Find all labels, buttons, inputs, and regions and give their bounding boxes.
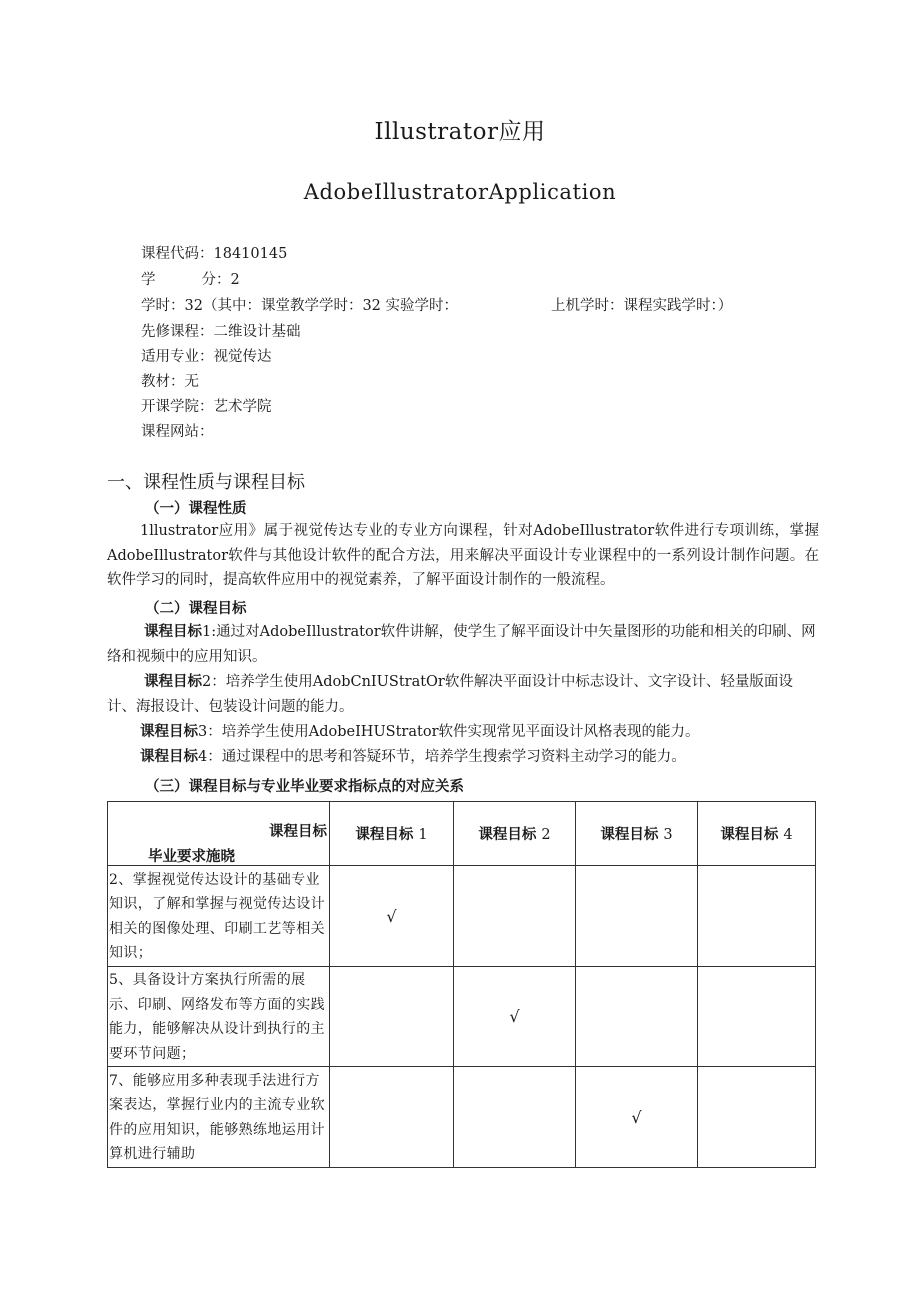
corner-label-requirements: 毕业要求施晓	[148, 849, 235, 865]
column-header-goal-3: 课程目标 3	[576, 802, 698, 866]
course-code: 课程代码：18410145	[141, 246, 288, 262]
check-cell	[576, 866, 698, 967]
requirement-cell: 2、掌握视觉传达设计的基础专业知识，了解和掌握与视觉传达设计相关的图像处理、印刷工艺等相关知识；	[108, 866, 330, 967]
requirement-cell: 5、具备设计方案执行所需的展示、印刷、网络发布等方面的实践能力，能够解决从设计到执行的主要环节问题；	[108, 967, 330, 1067]
applicable-major: 适用专业：视觉传达	[141, 349, 272, 365]
subsection-heading-nature: （一）课程性质	[145, 501, 247, 517]
table-header-row	[108, 802, 816, 866]
course-hours: 学时：32（其中：课堂教学学时：32 实验学时：	[141, 298, 459, 314]
corner-label-goals: 课程目标	[269, 824, 327, 840]
check-cell	[454, 1067, 576, 1168]
check-cell	[330, 1067, 454, 1168]
offering-college: 开课学院：艺术学院	[141, 399, 272, 415]
requirement-cell: 7、能够应用多种表现手法进行方案表达，掌握行业内的主流专业软件的应用知识，能够熟练地运用计算机进行辅助	[108, 1067, 330, 1168]
subsection-heading-mapping: （三）课程目标与专业毕业要求指标点的对应关系	[145, 779, 464, 795]
check-cell: √	[454, 967, 576, 1067]
check-cell	[454, 866, 576, 967]
check-cell	[698, 967, 816, 1067]
table-row	[108, 967, 816, 1067]
document-subtitle-english: AdobeIllustratorApplication	[303, 180, 617, 204]
course-hours-extra: 上机学时：课程实践学时：）	[551, 298, 733, 314]
check-cell	[698, 1067, 816, 1168]
check-cell	[576, 967, 698, 1067]
check-cell	[330, 967, 454, 1067]
goal-item-3: 课程目标3：培养学生使用AdobeIHUStrator软件实现常见平面设计风格表现的能力。	[140, 724, 700, 740]
course-website: 课程网站：	[141, 424, 214, 440]
check-cell: √	[576, 1067, 698, 1168]
credits-label-a: 学	[141, 272, 156, 288]
prerequisite: 先修课程：二维设计基础	[141, 324, 301, 340]
document-title: Illustrator应用	[374, 119, 546, 145]
check-cell: √	[330, 866, 454, 967]
course-nature-paragraph: 1llustrator应用》属于视觉传达专业的专业方向课程，针对AdobeIllustrator软件进行专项训练，掌握AdobeIllustrator软件与其他设计软件的配合方法，用来解决平面设计专业课程中的一系列设计制作问题。在软件学习的同时，提高软件应用中的视觉素养，了解平面设计制作的一般流程。	[107, 523, 819, 588]
course-credits	[141, 270, 240, 290]
column-header-goal-1: 课程目标 1	[330, 802, 454, 866]
section-heading-1: 一、课程性质与课程目标	[107, 472, 305, 493]
column-header-goal-2: 课程目标 2	[454, 802, 576, 866]
subsection-heading-goals: （二）课程目标	[145, 601, 247, 617]
goal-item-4: 课程目标4：通过课程中的思考和答疑环节，培养学生搜索学习资料主动学习的能力。	[140, 749, 686, 765]
goal-requirement-matrix	[107, 801, 816, 1168]
goal-item-2: 课程目标2：培养学生使用AdobCnIUStratOr软件解决平面设计中标志设计、文字设计、轻量版面设计、海报设计、包装设计问题的能力。	[107, 674, 793, 715]
check-cell	[698, 866, 816, 967]
table-row	[108, 866, 816, 967]
table-row	[108, 1067, 816, 1168]
column-header-goal-4: 课程目标 4	[698, 802, 816, 866]
table-corner-cell	[108, 802, 330, 866]
textbook: 教材：无	[141, 374, 199, 390]
goal-item-1: 课程目标1:通过对AdobeIllustrator软件讲解，使学生了解平面设计中矢量图形的功能和相关的印刷、网络和视频中的应用知识。	[107, 624, 816, 665]
credits-label-b: 分：2	[201, 272, 240, 288]
